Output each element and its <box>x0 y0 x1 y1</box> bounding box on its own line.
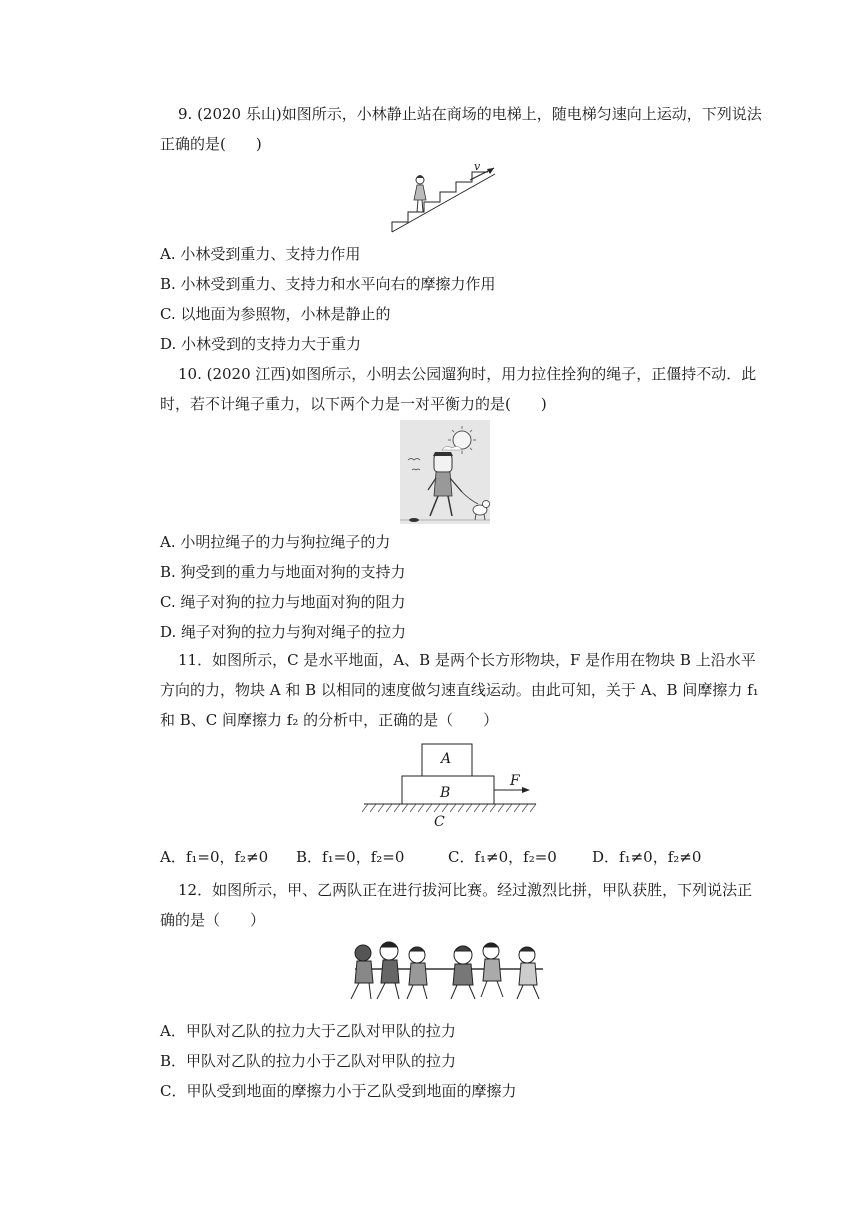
q10-option-b: B. 狗受到的重力与地面对狗的支持力 <box>160 563 406 581</box>
q10-option-a: A. 小明拉绳子的力与狗拉绳子的力 <box>160 533 391 551</box>
q10-option-d: D. 绳子对狗的拉力与狗对绳子的拉力 <box>160 623 407 641</box>
q9-stem-line1: 9. (2020 乐山)如图所示，小林静止站在商场的电梯上，随电梯匀速向上运动，下列说法 <box>178 105 762 123</box>
q9-option-c: C. 以地面为参照物，小林是静止的 <box>160 305 391 323</box>
q12-option-a: A．甲队对乙队的拉力大于乙队对甲队的拉力 <box>160 1022 456 1040</box>
q11-option-b: B．f₁=0，f₂=0 <box>296 848 405 866</box>
block-a-label: A <box>441 751 452 767</box>
q11-stem-line3: 和 B、C 间摩擦力 f₂ 的分析中，正确的是（ ） <box>160 711 499 729</box>
escalator-figure <box>390 160 500 236</box>
velocity-label: v <box>474 160 481 173</box>
q10-stem-line1: 10. (2020 江西)如图所示，小明去公园遛狗时，用力拉住拴狗的绳子，正僵持不动．此 <box>178 365 757 383</box>
dog-walking-figure <box>400 420 490 524</box>
q11-stem-line1: 11．如图所示，C 是水平地面，A、B 是两个长方形物块，F 是作用在物块 B 上沿水平 <box>178 651 756 669</box>
q12-stem-line2: 确的是（ ） <box>160 911 266 929</box>
q12-option-c: C．甲队受到地面的摩擦力小于乙队受到地面的摩擦力 <box>160 1082 517 1100</box>
q10-option-c: C. 绳子对狗的拉力与地面对狗的阻力 <box>160 593 406 611</box>
q9-stem-line2: 正确的是( ) <box>160 135 262 153</box>
force-f-label: F <box>510 773 520 789</box>
q9-option-a: A. 小林受到重力、支持力作用 <box>160 245 361 263</box>
q11-option-d: D．f₁≠0，f₂≠0 <box>592 848 702 866</box>
q11-option-c: C．f₁≠0，f₂=0 <box>448 848 557 866</box>
q11-option-a: A．f₁=0，f₂≠0 <box>160 848 269 866</box>
q12-stem-line1: 12．如图所示，甲、乙两队正在进行拔河比赛。经过激烈比拼，甲队获胜，下列说法正 <box>178 881 753 899</box>
q9-option-b: B. 小林受到重力、支持力和水平向右的摩擦力作用 <box>160 275 496 293</box>
block-b-label: B <box>440 785 451 801</box>
tug-of-war-figure <box>345 935 550 1003</box>
ground-c-label: C <box>434 814 445 830</box>
q12-option-b: B．甲队对乙队的拉力小于乙队对甲队的拉力 <box>160 1052 457 1070</box>
q11-stem-line2: 方向的力，物块 A 和 B 以相同的速度做匀速直线运动。由此可知，关于 A、B 间摩擦力 f₁ <box>160 681 759 699</box>
q10-stem-line2: 时，若不计绳子重力，以下两个力是一对平衡力的是( ) <box>160 395 547 413</box>
q9-option-d: D. 小林受到的支持力大于重力 <box>160 335 362 353</box>
